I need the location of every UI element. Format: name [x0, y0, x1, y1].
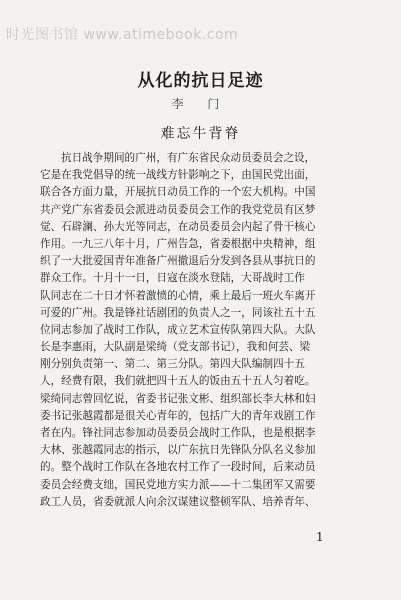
text-line: 委书记张越霞都是很关心青年的，包括广大的青年戏剧工作: [40, 409, 316, 422]
author-name: 李 门: [171, 97, 230, 111]
text-line: 梁绮同志曾回忆说，省委书记张文彬、组织部长李大林和妇: [40, 392, 316, 405]
text-line: 的。整个战时工作队在各地农村工作了一段时间，后来动员: [40, 461, 316, 474]
text-line: 大林、张越霞同志的指示，以广东抗日先锋队分队名义参加: [40, 444, 316, 457]
text-line: 抗日战争期间的广州，有广东省民众动员委员会之设，: [61, 152, 316, 164]
section-heading: 难忘牛背脊: [160, 126, 241, 142]
article-title: 从化的抗日足迹: [137, 71, 264, 91]
text-line: 者在内。锋社同志参加动员委员会战时工作队，也是根据李: [40, 427, 316, 439]
text-line: 共产党广东省委员会派进动员委员会工作的我党党员有区梦: [40, 203, 316, 216]
body-text: [40, 150, 370, 511]
text-line: 位同志参加了战时工作队，成立艺术宣传队第四大队。大队: [40, 323, 316, 336]
watermark: 时光图书馆 www.atimebook.com: [6, 27, 239, 43]
text-line: 作用。一九三八年十月，广州告急，省委根据中央精神，组: [40, 237, 316, 250]
text-line: 织了一大批爱国青年准备广州撤退后分发到各县从事抗日的: [40, 255, 316, 268]
text-line: 它是在我党倡导的统一战线方针影响之下，由国民党出面，: [40, 169, 316, 182]
text-line: 群众工作。十月十一日，日寇在淡水登陆，大哥战时工作: [40, 272, 305, 285]
page-number: 1: [316, 530, 324, 544]
text-line: 政工人员，省委就派人向余汉谋建议整顿军队、培养青年、: [40, 495, 316, 508]
text-line: 委员会经费支绌，国民党地方实力派——十二集团军又需要: [40, 478, 316, 491]
text-line: 可爱的广州。我是锋社话剧团的负责人之一，同该社五十五: [40, 306, 316, 319]
text-line: 联合各方面力量，开展抗日动员工作的一个宏大机构。中国: [40, 186, 316, 199]
text-line: 长是李惠雨，大队副是梁绮（党支部书记），我和何芸、梁: [40, 341, 311, 354]
text-line: 队同志在二十日才怀着激愤的心情，乘上最后一班火车离开: [40, 289, 316, 302]
text-line: 刚分别负责第一、第二、第三分队。第四大队编制四十五: [40, 358, 305, 371]
text-line: 觉、石辟澜、孙大光等同志，在动员委员会内起了骨干核心: [40, 220, 316, 233]
text-line: 人，经费有限，我们就把四十五人的饭由五十五人匀着吃。: [40, 375, 316, 388]
